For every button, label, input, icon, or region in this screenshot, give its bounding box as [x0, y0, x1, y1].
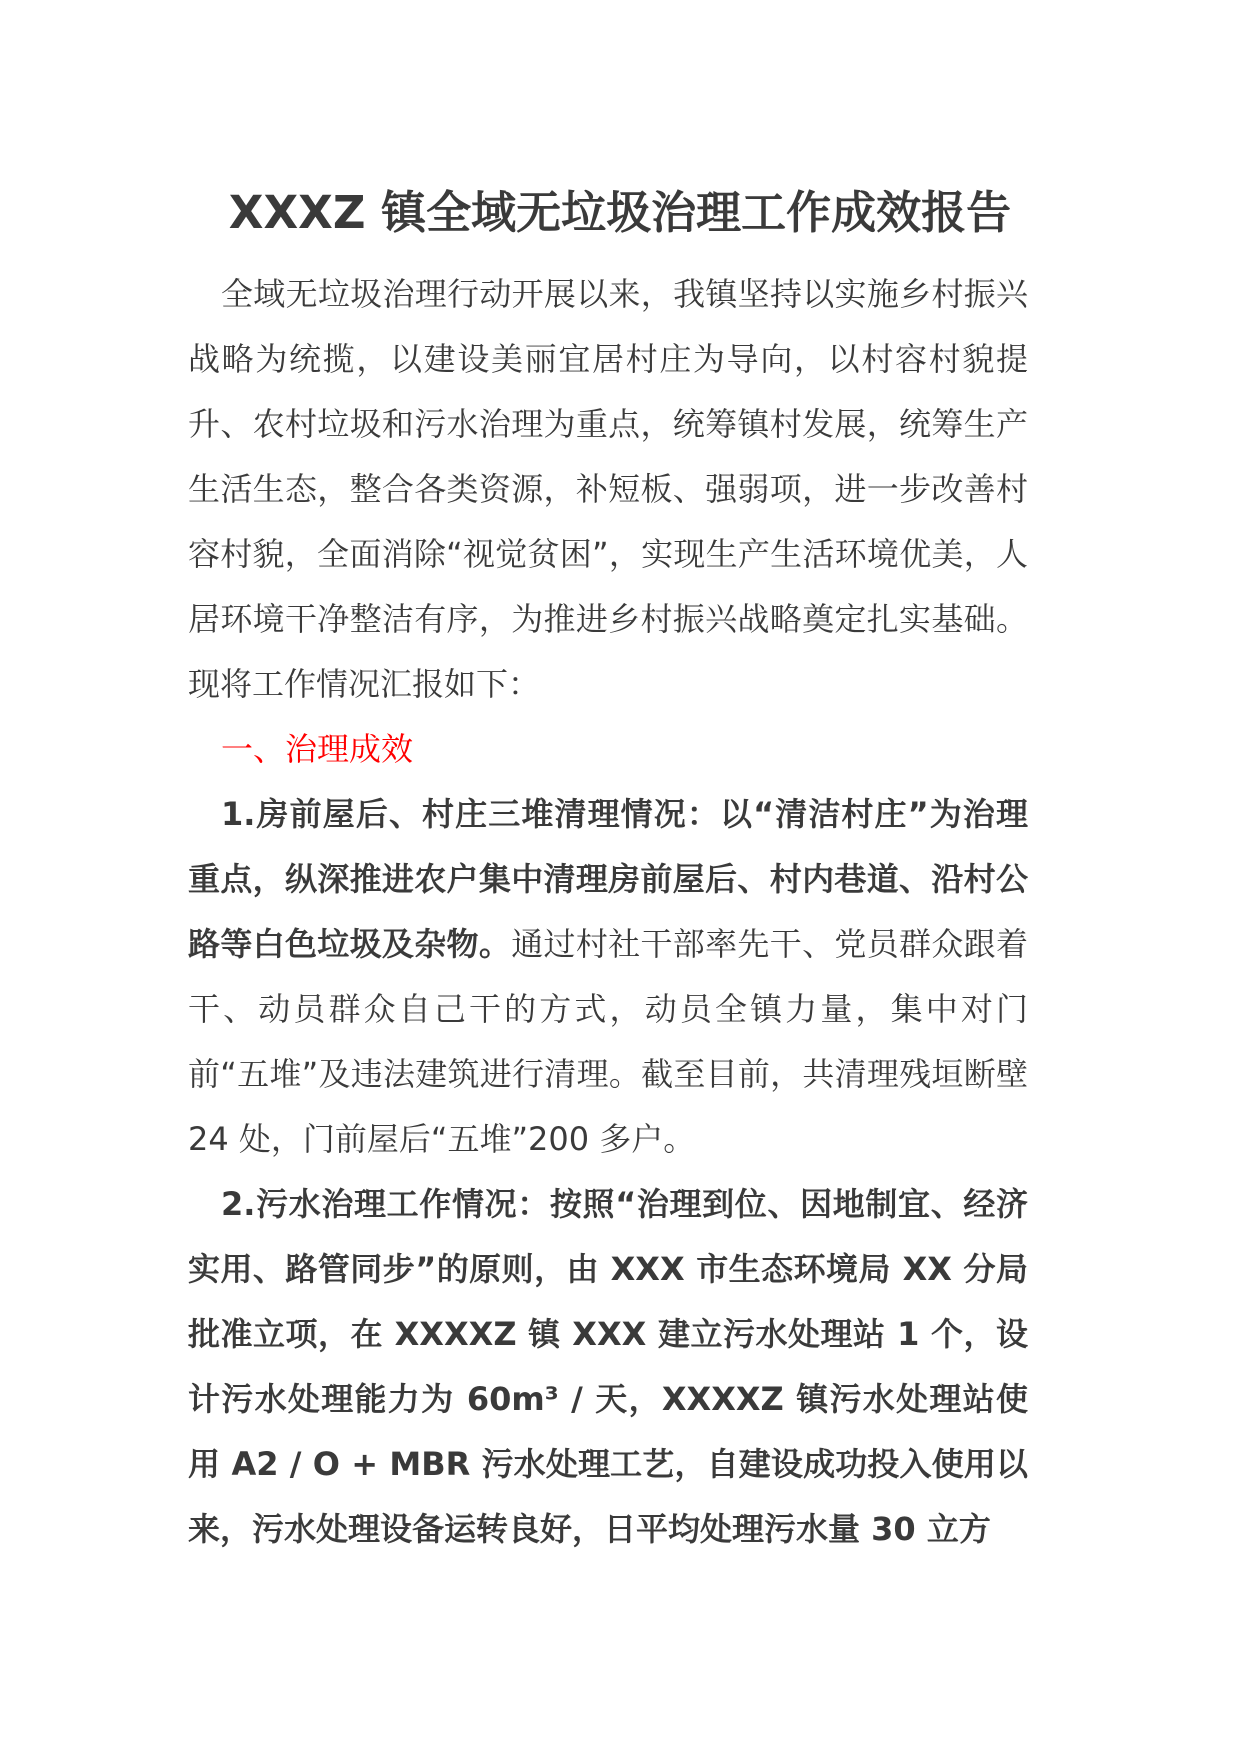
document-body	[188, 262, 1028, 1562]
item-1-text: 通过村社干部率先干、党员群众跟着干、动员群众自己干的方式，动员全镇力量，集中对门前“五堆”及违法建筑进行清理。截至目前，共清理残垣断壁 24 处，门前屋后“五堆”200 多户。	[188, 925, 1028, 1158]
item-1-paragraph	[188, 782, 1028, 1172]
item-2-paragraph: 2.污水治理工作情况：按照“治理到位、因地制宜、经济实用、路管同步”的原则，由 XXX 市生态环境局 XX 分局批准立项，在 XXXXZ 镇 XXX 建立污水处理站 1 个，设计污水处理能力为 60m³ / 天，XXXXZ 镇污水处理站使用 A2 / O + MBR 污水处理工艺，自建设成功投入使用以来，污水处理设备运转良好，日平均处理污水量 30 立方	[188, 1185, 1028, 1548]
document-title: XXXZ 镇全域无垃圾治理工作成效报告	[228, 186, 1012, 239]
item-1-bold-lead: 1.房前屋后、村庄三堆清理情况：以“清洁村庄”为治理重点，纵深推进农户集中清理房前屋后、村内巷道、沿村公路等白色垃圾及杂物。	[188, 795, 1028, 963]
section-heading: 一、治理成效	[221, 730, 414, 768]
intro-paragraph: 全域无垃圾治理行动开展以来，我镇坚持以实施乡村振兴战略为统揽，以建设美丽宜居村庄为导向，以村容村貌提升、农村垃圾和污水治理为重点，统筹镇村发展，统筹生产生活生态，整合各类资源，补短板、强弱项，进一步改善村容村貌，全面消除“视觉贫困”，实现生产生活环境优美，人居环境干净整洁有序，为推进乡村振兴战略奠定扎实基础。现将工作情况汇报如下：	[188, 275, 1028, 703]
